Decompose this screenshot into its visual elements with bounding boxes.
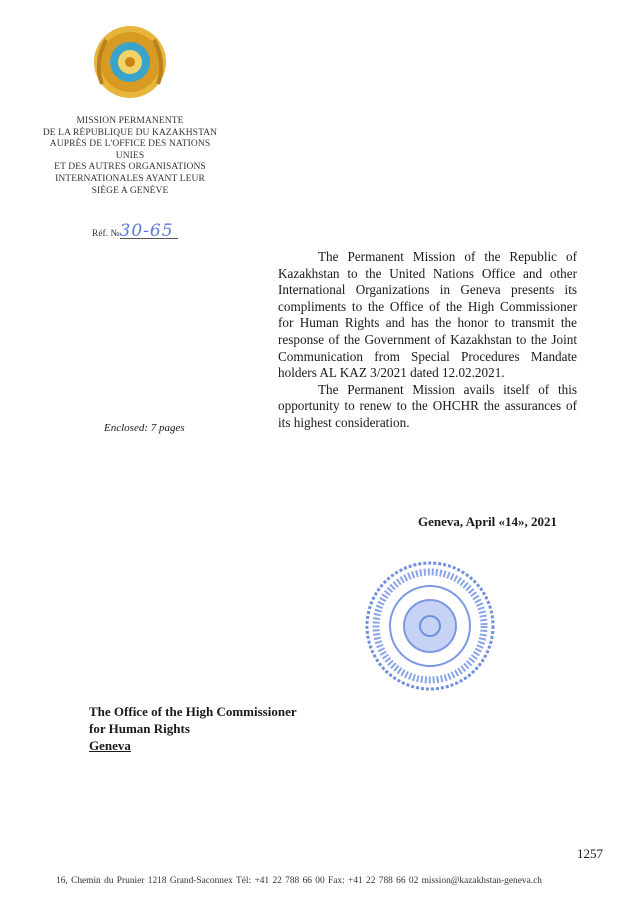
body-paragraph: The Permanent Mission of the Republic of Kazakhstan to the United Nations Office and other International Organizations in Geneva presents its compliments to the Office of the High Commissioner for Human Rights and has the honor to transmit the response of the Government of Kazakhstan to the Joint Communication from Special Procedures Mandate holders AL KAZ 3/2021 dated 12.02.2021.	[278, 249, 577, 381]
letter-body	[278, 249, 577, 432]
official-stamp-icon	[364, 560, 496, 692]
ref-number: 30-65	[120, 224, 178, 239]
letter-date: Geneva, April «14», 2021	[418, 514, 558, 529]
enclosed-note: Enclosed: 7 pages	[104, 422, 185, 434]
letterhead-line: AUPRÈS DE L'OFFICE DES NATIONS UNIES	[49, 139, 211, 161]
addressee-line: The Office of the High Commissioner	[89, 704, 297, 719]
page-number: 1257	[577, 846, 603, 861]
ref-label: Réf. №	[92, 229, 120, 239]
reference	[92, 221, 178, 241]
letterhead-line: SIÈGE A GENÈVE	[91, 185, 169, 196]
letterhead-line: DE LA RÉPUBLIQUE DU KAZAKHSTAN	[42, 127, 218, 138]
addressee	[89, 703, 297, 754]
letterhead	[40, 116, 220, 197]
letterhead-line: ET DES AUTRES ORGANISATIONS	[54, 162, 206, 173]
footer-contact: 16, Chemin du Prunier 1218 Grand-Saconnex Tél: +41 22 788 66 00 Fax: +41 22 788 66 02 mission@kazakhstan-geneva.ch	[56, 876, 542, 886]
addressee-city: Geneva	[89, 738, 131, 753]
addressee-line: for Human Rights	[89, 721, 190, 736]
letterhead-line: MISSION PERMANENTE	[76, 116, 184, 126]
letterhead-line: INTERNATIONALES AYANT LEUR	[55, 173, 205, 184]
kazakhstan-emblem-icon	[92, 24, 168, 100]
body-paragraph: The Permanent Mission avails itself of this opportunity to renew to the OHCHR the assurances of its highest consideration.	[278, 381, 577, 430]
